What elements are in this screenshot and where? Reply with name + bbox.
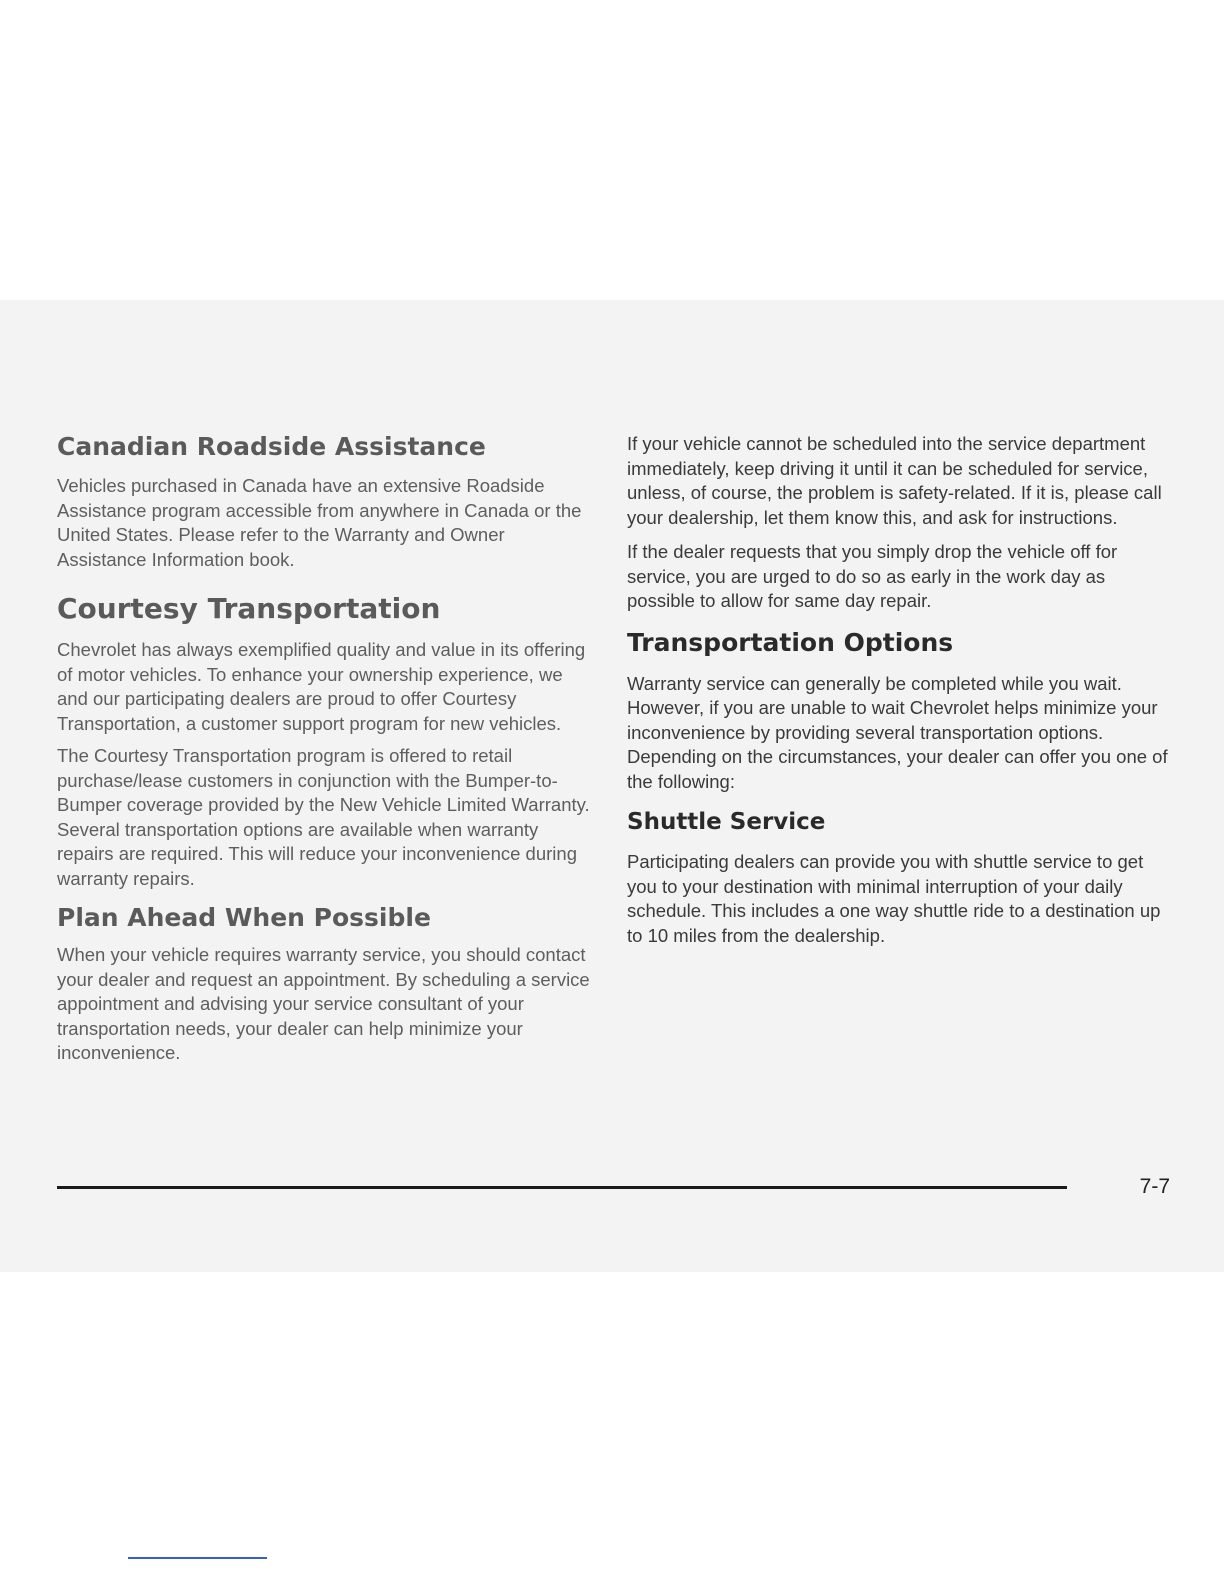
right-para-2: If the dealer requests that you simply drop the vehicle off for service, you are urged to do so as early in the work day as possible to allow for same day repair. (627, 541, 1118, 611)
plan-ahead-heading: Plan Ahead When Possible (57, 903, 431, 932)
left-column (57, 432, 597, 1066)
footer-rule (57, 1186, 1067, 1189)
shuttle-service-heading: Shuttle Service (627, 809, 826, 835)
right-column (627, 432, 1172, 948)
canadian-roadside-heading: Canadian Roadside Assistance (57, 432, 486, 461)
transportation-options-body: Warranty service can generally be completed while you wait. However, if you are unable to wait Chevrolet helps minimize your inconvenience by providing several transportation options. Depending on the circumstances, your dealer can offer you one of the following: (627, 672, 1168, 792)
canadian-roadside-body: Vehicles purchased in Canada have an extensive Roadside Assistance program accessible from anywhere in Canada or the United States. Please refer to the Warranty and Owner Assistance Information book. (57, 475, 582, 570)
link-underline[interactable] (128, 1557, 267, 1559)
courtesy-transportation-heading: Courtesy Transportation (57, 592, 441, 625)
courtesy-para-2: The Courtesy Transportation program is offered to retail purchase/lease customers in conjunction with the Bumper-to-Bumper coverage provided by the New Vehicle Limited Warranty. Several transportation options are available when warranty repairs are required. This will reduce your inconvenience during warranty repairs. (57, 745, 590, 889)
manual-page (0, 300, 1224, 1272)
courtesy-para-1: Chevrolet has always exemplified quality and value in its offering of motor vehicles. To enhance your ownership experience, we and our participating dealers are proud to offer Courtesy Transportation, a customer support program for new vehicles. (57, 639, 586, 734)
right-para-1: If your vehicle cannot be scheduled into the service department immediately, keep driving it until it can be scheduled for service, unless, of course, the problem is safety-related. If it is, please call your dealership, let them know this, and ask for instructions. (627, 433, 1162, 528)
page-number: 7-7 (1139, 1175, 1170, 1198)
plan-ahead-body: When your vehicle requires warranty service, you should contact your dealer and request an appointment. By scheduling a service appointment and advising your service consultant of your transportation needs, your dealer can help minimize your inconvenience. (57, 944, 590, 1063)
transportation-options-heading: Transportation Options (627, 627, 954, 657)
shuttle-service-body: Participating dealers can provide you with shuttle service to get you to your destination with minimal interruption of your daily schedule. This includes a one way shuttle ride to a destination up to 10 miles from the dealership. (627, 851, 1161, 946)
